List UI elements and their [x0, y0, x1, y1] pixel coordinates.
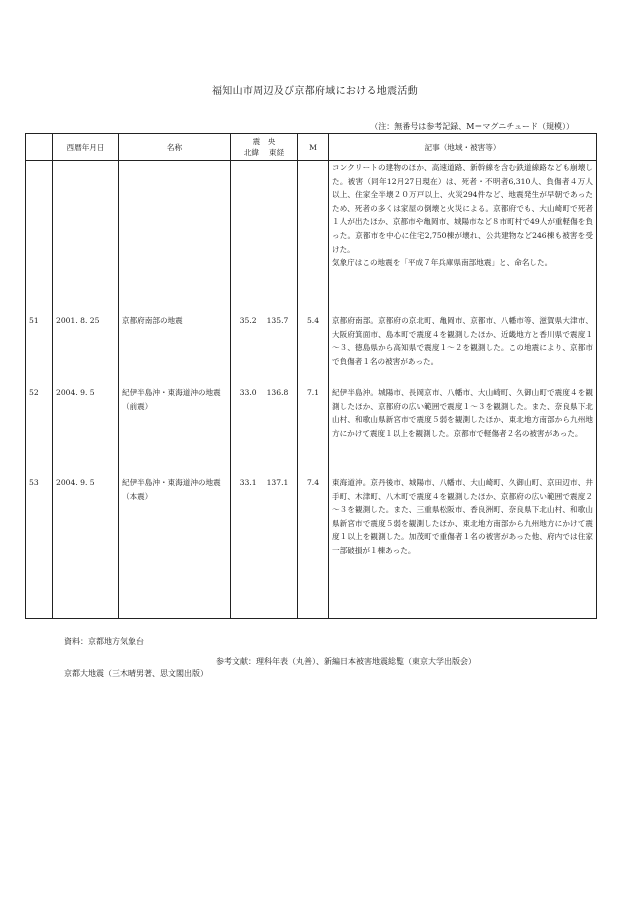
page-title: 福知山市周辺及び京都府域における地震活動: [212, 86, 418, 97]
table-note: （注：無番号は参考記録、M＝マグニチュード（規模））: [370, 122, 574, 131]
table-header-row: [26, 134, 597, 161]
row-latitude: 33.0: [239, 388, 257, 397]
source-note: 資料：京都地方気象台: [64, 637, 144, 646]
row-name: 京都府南部の地震: [119, 312, 231, 382]
table-row: [26, 472, 597, 619]
table-row: [26, 382, 597, 472]
header-date: 西暦年月日: [53, 134, 119, 161]
continued-remarks-cell: [329, 161, 597, 313]
row-epicenter: [231, 472, 298, 619]
row-magnitude: 5.4: [298, 312, 329, 382]
header-remarks: 記事（地域・被害等）: [329, 134, 597, 161]
earthquake-table: [25, 133, 597, 619]
row-latitude: 33.1: [239, 478, 257, 487]
table-row: [26, 312, 597, 382]
row-longitude: 136.8: [266, 388, 289, 397]
row-latitude: 35.2: [239, 316, 257, 325]
header-epicenter-label: 震 央: [252, 137, 276, 146]
row-name: 紀伊半島沖・東海道沖の地震（前震）: [119, 382, 231, 472]
row-name: 紀伊半島沖・東海道沖の地震（本震）: [119, 472, 231, 619]
row-remarks: 紀伊半島沖。城陽市、長岡京市、八幡市、大山崎町、久御山町で震度４を観測したほか、京都府の広い範囲で震度１～３を観測した。また、奈良県下北山村、和歌山県新宮市で震度５弱を観測したほか、東北地方南部から九州地方にかけて震度１以上を観測した。京都市で軽傷者２名の被害があった。: [329, 382, 597, 472]
header-number: [26, 134, 53, 161]
header-latitude: 北緯: [243, 148, 259, 157]
row-longitude: 135.7: [266, 316, 289, 325]
row-date: 2004. 9. 5: [53, 472, 119, 619]
row-number: 53: [26, 472, 53, 619]
row-magnitude: 7.1: [298, 382, 329, 472]
header-longitude: 東経: [269, 148, 285, 157]
references-note-2: 京都大地震（三木晴男著、思文閣出版）: [64, 669, 208, 678]
row-number: 51: [26, 312, 53, 382]
row-remarks: 京都府南部。京都府の京北町、亀岡市、京都市、八幡市等、滋賀県大津市、大阪府箕面市、島本町で震度４を観測したほか、近畿地方と香川県で震度１～３、徳島県から高知県で震度１～２を観測した。この地震により、京都市で負傷者１名の被害があった。: [329, 312, 597, 382]
row-longitude: 137.1: [266, 478, 289, 487]
table-row-continued: [26, 161, 597, 313]
continued-remark-paragraph: 気象庁はこの地震を「平成７年兵庫県南部地震」と、命名した。: [332, 258, 553, 268]
row-magnitude: 7.4: [298, 472, 329, 619]
row-epicenter: [231, 382, 298, 472]
row-date: 2004. 9. 5: [53, 382, 119, 472]
row-epicenter: [231, 312, 298, 382]
header-magnitude: M: [298, 134, 329, 161]
header-epicenter: [231, 134, 298, 161]
row-remarks: 東海道沖。京丹後市、城陽市、八幡市、大山崎町、久御山町、京田辺市、井手町、木津町、八木町で震度４を観測したほか、京都府の広い範囲で震度２～３を観測した。また、三重県松阪市、香良洲町、奈良県下北山村、和歌山県新宮市で震度５弱を観測したほか、東北地方南部から九州地方にかけて震度１以上を観測した。加茂町で重傷者１名の被害があった他、府内では住家一部破損が１棟あった。: [329, 472, 597, 619]
header-name: 名称: [119, 134, 231, 161]
continued-remark-paragraph: コンクリートの建物のほか、高速道路、新幹線を含む鉄道線路なども崩壊した。被害（同年12月27日現在）は、死者・不明者6,310人、負傷者４万人以上、住家全半壊２０万戸以上、火災294件など、地震発生が早朝であったため、死者の多くは家屋の倒壊と火災による。京都府でも、大山崎町で死者１人が出たほか、京都市や亀岡市、城陽市など８市町村で49人が重軽傷を負った。京都市を中心に住宅2,750棟が壊れ、公共建物など246棟も被害を受けた。: [332, 163, 593, 254]
row-date: 2001. 8. 25: [53, 312, 119, 382]
references-note: 参考文献：理科年表（丸善）、新編日本被害地震総覧（東京大学出版会）: [216, 657, 476, 666]
row-number: 52: [26, 382, 53, 472]
